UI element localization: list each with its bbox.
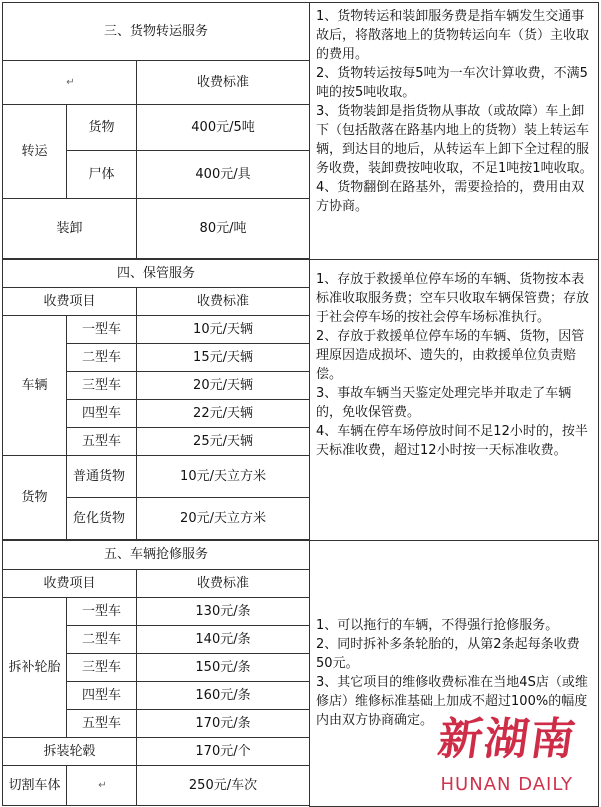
- note: 1、可以拖行的车辆，不得强行抢修服务。: [316, 618, 559, 634]
- vehicle-type: 四型车: [67, 682, 137, 710]
- item-label: 货物: [67, 105, 137, 151]
- fee-value: 250元/车次: [137, 766, 310, 806]
- section3-title: 三、货物转运服务: [3, 3, 310, 61]
- fee-value: 20元/天立方米: [137, 498, 310, 540]
- note: 3、其它项目的维修收费标准在当地4S店（或维修店）维修标准基础上加成不超过100%的幅度内由双方协商确定。: [316, 675, 588, 729]
- fee-value: 400元/具: [137, 151, 310, 199]
- fee-value: 10元/天辆: [137, 316, 310, 344]
- header-fee: 收费标准: [137, 288, 310, 316]
- note: 1、货物转运和装卸服务费是指车辆发生交通事故后，将散落地上的货物转运向车（货）主收取的费用。: [316, 9, 590, 62]
- vehicle-type: 二型车: [67, 626, 137, 654]
- fee-value: 150元/条: [137, 654, 310, 682]
- fee-value: 25元/天辆: [137, 428, 310, 456]
- category-vehicle: 车辆: [3, 316, 67, 456]
- fee-value: 20元/天辆: [137, 372, 310, 400]
- item-hub: 拆装轮毂: [3, 738, 137, 766]
- note: 3、货物装卸是指货物从事故（或故障）车上卸下（包括散落在路基内地上的货物）装上转运车辆，到达目的地后，从转运车上卸下全过程的服务收费，装卸费按吨收取，不足1吨按1吨收取。: [316, 104, 593, 176]
- note: 2、存放于救援单位停车场的车辆、货物，因管理原因造成损坏、遗失的，由救援单位负责赔偿。: [316, 329, 585, 382]
- fee-value: 22元/天辆: [137, 400, 310, 428]
- note: 4、车辆在停车场停放时间不足12小时的，按半天标准收费，超过12小时按一天标准收费。: [316, 424, 588, 458]
- fee-value: 80元/吨: [137, 199, 310, 259]
- fee-value: 170元/条: [137, 710, 310, 738]
- blank-cell: ↵: [67, 766, 137, 806]
- vehicle-type: 四型车: [67, 400, 137, 428]
- note: 4、货物翻倒在路基外，需要捡拾的，费用由双方协商。: [316, 180, 585, 214]
- blank-cell: ↵: [3, 61, 137, 105]
- watermark-en: HUNAN DAILY: [440, 774, 573, 795]
- section4-notes: [310, 260, 599, 541]
- section4-title: 四、保管服务: [3, 260, 310, 288]
- fee-value: 130元/条: [137, 598, 310, 626]
- note: 2、货物转运按每5吨为一车次计算收费，不满5吨的按5吨收取。: [316, 66, 588, 100]
- fee-value: 15元/天辆: [137, 344, 310, 372]
- vehicle-type: 一型车: [67, 598, 137, 626]
- item-label: 尸体: [67, 151, 137, 199]
- section5-title: 五、车辆抢修服务: [3, 541, 310, 570]
- fee-value: 160元/条: [137, 682, 310, 710]
- vehicle-type: 三型车: [67, 654, 137, 682]
- note: 3、事故车辆当天鉴定处理完毕并取走了车辆的，免收保管费。: [316, 386, 572, 420]
- header-fee: 收费标准: [137, 61, 310, 105]
- category-zhuanyun: 转运: [3, 105, 67, 199]
- header-item: 收费项目: [3, 288, 137, 316]
- header-item: 收费项目: [3, 570, 137, 598]
- fee-value: 140元/条: [137, 626, 310, 654]
- vehicle-type: 三型车: [67, 372, 137, 400]
- watermark-cn: 新湖南: [434, 714, 580, 765]
- goods-type: 普通货物: [67, 456, 137, 498]
- category-goods: 货物: [3, 456, 67, 540]
- note: 1、存放于救援单位停车场的车辆、货物按本表标准收取服务费；空车只收取车辆保管费；存放于社会停车场的按社会停车场标准执行。: [316, 272, 590, 325]
- fee-value: 170元/个: [137, 738, 310, 766]
- section5-notes: [310, 541, 599, 807]
- fee-value: 400元/5吨: [137, 105, 310, 151]
- category-zhuangxie: 装卸: [3, 199, 137, 259]
- section3-notes: [310, 3, 599, 260]
- vehicle-type: 二型车: [67, 344, 137, 372]
- category-tire: 拆补轮胎: [3, 598, 67, 738]
- fee-table: [2, 2, 599, 807]
- vehicle-type: 一型车: [67, 316, 137, 344]
- vehicle-type: 五型车: [67, 710, 137, 738]
- goods-type: 危化货物: [67, 498, 137, 540]
- item-cut: 切割车体: [3, 766, 67, 806]
- vehicle-type: 五型车: [67, 428, 137, 456]
- fee-value: 10元/天立方米: [137, 456, 310, 498]
- header-fee: 收费标准: [137, 570, 310, 598]
- note: 2、同时拆补多条轮胎的，从第2条起每条收费50元。: [316, 637, 580, 672]
